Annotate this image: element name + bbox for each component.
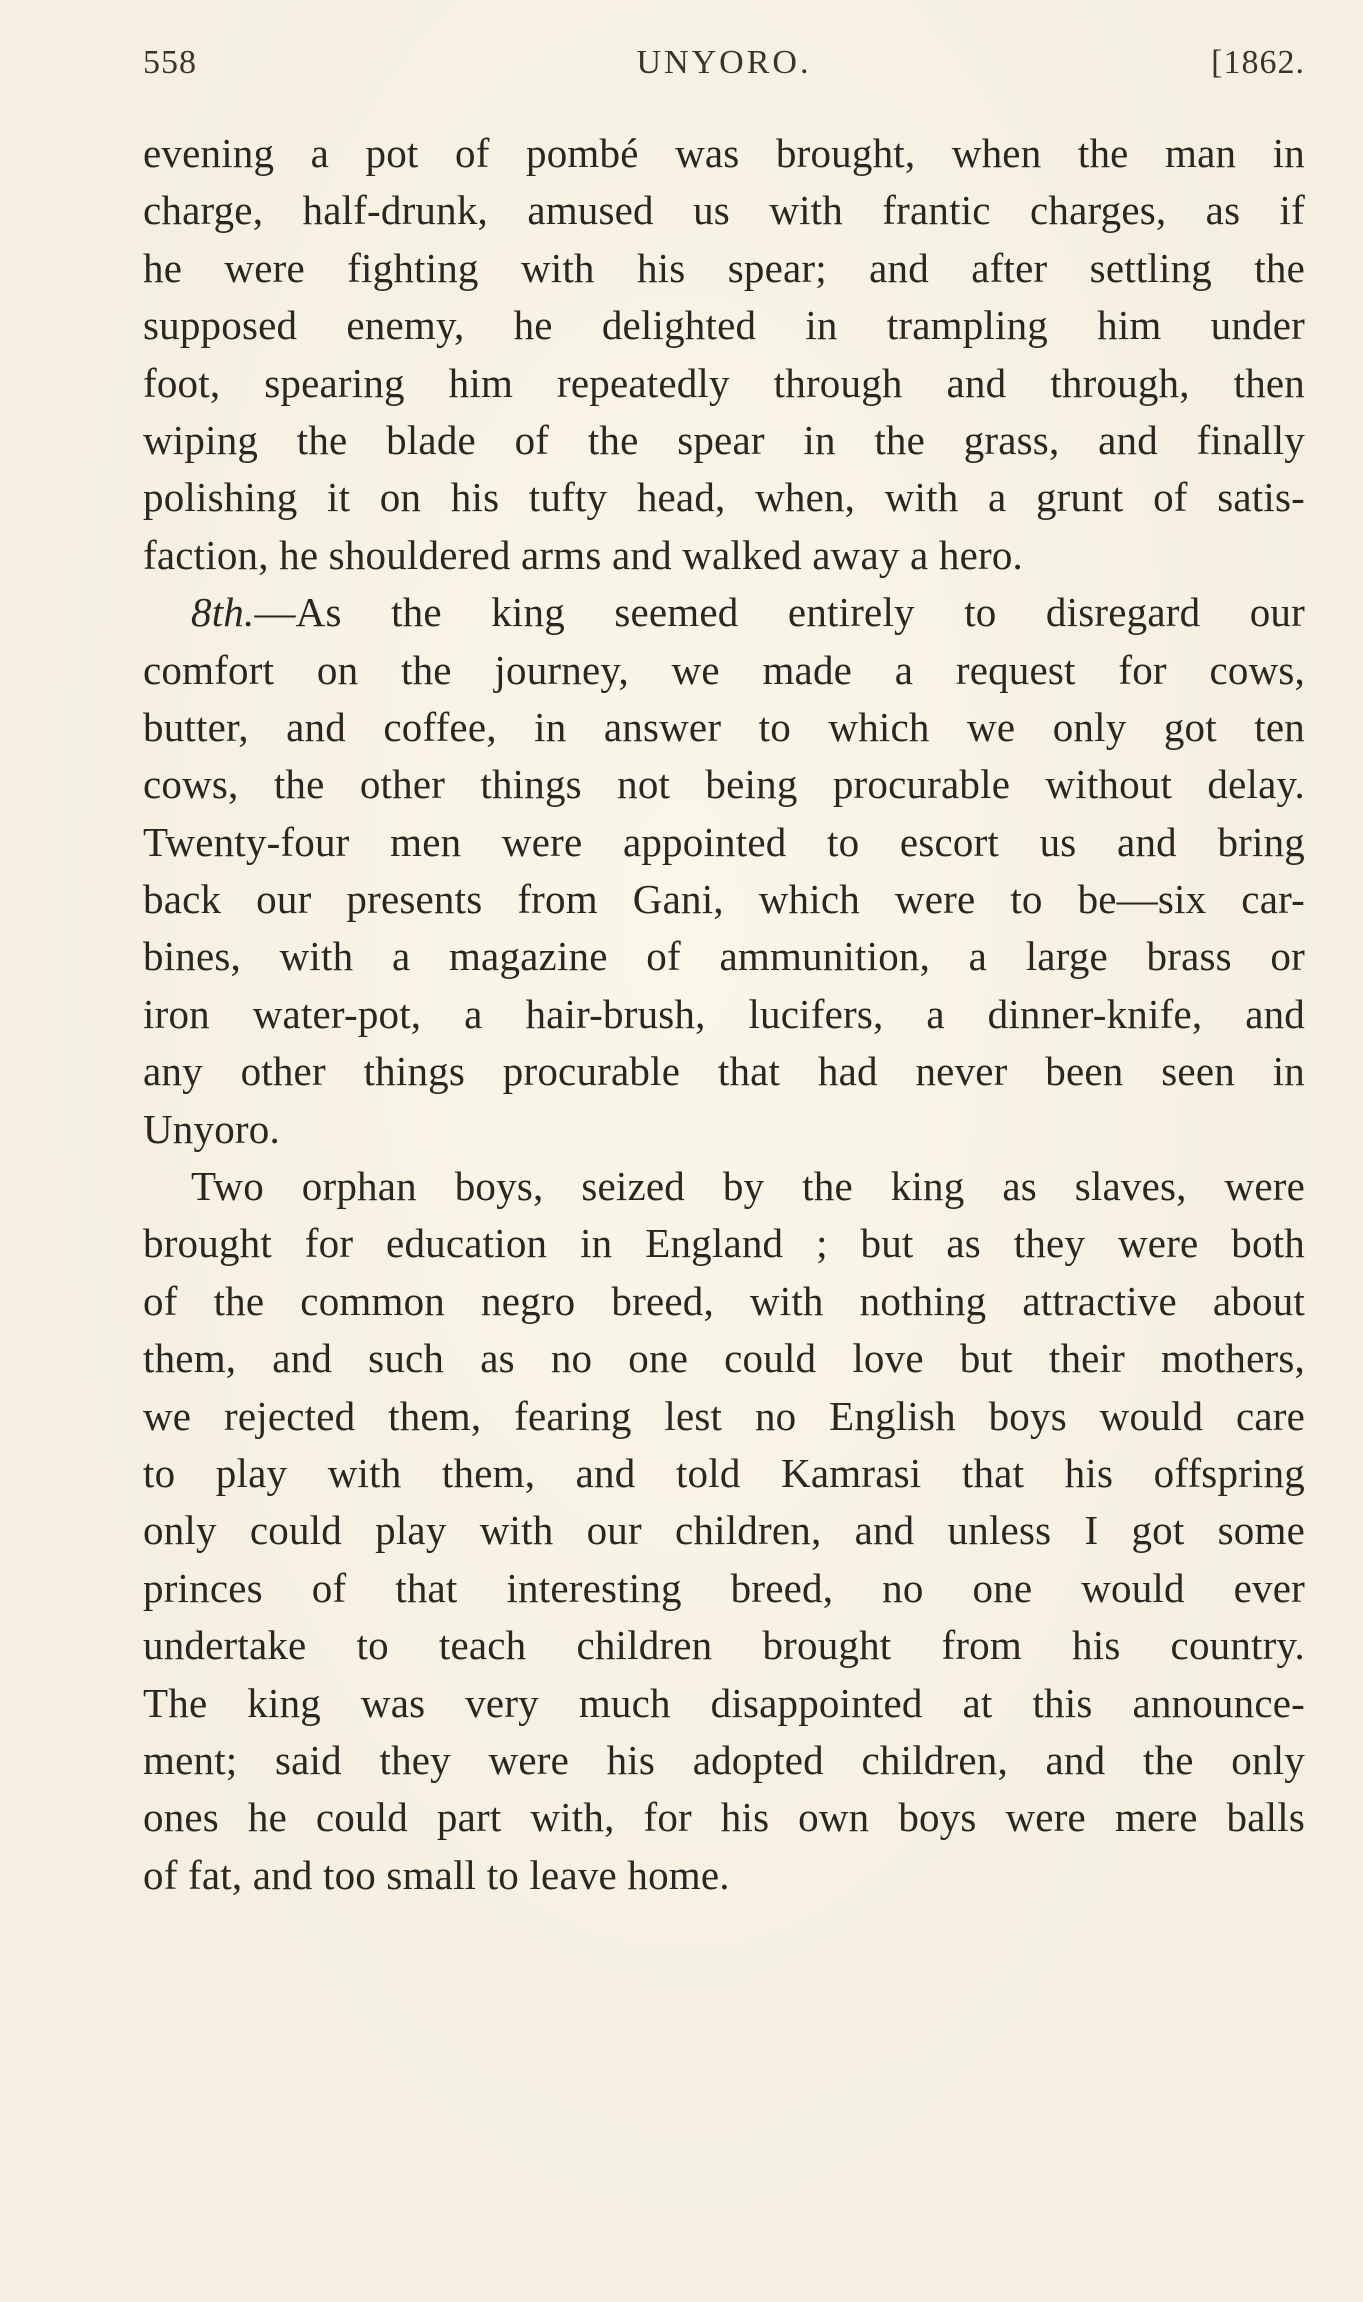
text-line: any other things procurable that had never been seen in <box>143 1048 1305 1095</box>
text-line: evening a pot of pombé was brought, when the man in <box>143 130 1305 176</box>
text-line: Twenty-four men were appointed to escort us and bring <box>143 818 1305 865</box>
text-line: charge, half-drunk, amused us with frantic charges, as if <box>143 187 1305 234</box>
text-line: cows, the other things not being procurable without delay. <box>143 761 1305 808</box>
text-line: Unyoro. <box>143 1105 280 1152</box>
text-line: we rejected them, fearing lest no English boys would care <box>143 1392 1305 1439</box>
text-line: back our presents from Gani, which were to be—six car- <box>143 876 1305 923</box>
text-line: foot, spearing him repeatedly through and through, then <box>143 359 1305 406</box>
text-line: princes of that interesting breed, no one would ever <box>143 1564 1305 1611</box>
text-line: to play with them, and told Kamrasi that his offspring <box>143 1449 1305 1496</box>
text-line: bines, with a magazine of ammunition, a large brass or <box>143 933 1305 980</box>
text-line: iron water-pot, a hair-brush, lucifers, a dinner-knife, and <box>143 990 1305 1037</box>
text-line: of the common negro breed, with nothing attractive about <box>143 1277 1305 1324</box>
paragraph-3 <box>143 1158 1305 1904</box>
paragraph-1 <box>143 125 1305 584</box>
text-line: wiping the blade of the spear in the grass, and finally <box>143 416 1305 463</box>
text-line: butter, and coffee, in answer to which we only got ten <box>143 703 1305 750</box>
running-year: [1862. <box>1211 44 1305 81</box>
text-line-rest: —As the king seemed entirely to disregard our <box>254 589 1305 636</box>
text-line: brought for education in England ; but as they were both <box>143 1220 1305 1267</box>
text-line: Two orphan boys, seized by the king as slaves, were <box>191 1163 1305 1210</box>
page-number: 558 <box>143 44 197 81</box>
text-line: ones he could part with, for his own boys were mere balls <box>143 1794 1305 1841</box>
date-marker: 8th. <box>191 589 255 636</box>
text-line: them, and such as no one could love but their mothers, <box>143 1335 1305 1382</box>
text-line: faction, he shouldered arms and walked away a hero. <box>143 531 1023 578</box>
text-line: supposed enemy, he delighted in trampling him under <box>143 302 1305 349</box>
text-line: polishing it on his tufty head, when, with a grunt of satis- <box>143 474 1305 521</box>
running-title: UNYORO. <box>636 44 812 81</box>
text-line <box>143 584 1305 641</box>
paragraph-2 <box>143 584 1305 1158</box>
text-line: he were fighting with his spear; and after settling the <box>143 244 1305 291</box>
running-head <box>143 44 1305 84</box>
text-line: The king was very much disappointed at this announce- <box>143 1679 1305 1726</box>
text-line: undertake to teach children brought from his country. <box>143 1622 1305 1669</box>
text-line: of fat, and too small to leave home. <box>143 1851 730 1898</box>
text-line: ment; said they were his adopted children, and the only <box>143 1736 1305 1783</box>
body-text <box>143 125 1305 1904</box>
text-line: comfort on the journey, we made a request for cows, <box>143 646 1305 693</box>
text-line: only could play with our children, and unless I got some <box>143 1507 1305 1554</box>
